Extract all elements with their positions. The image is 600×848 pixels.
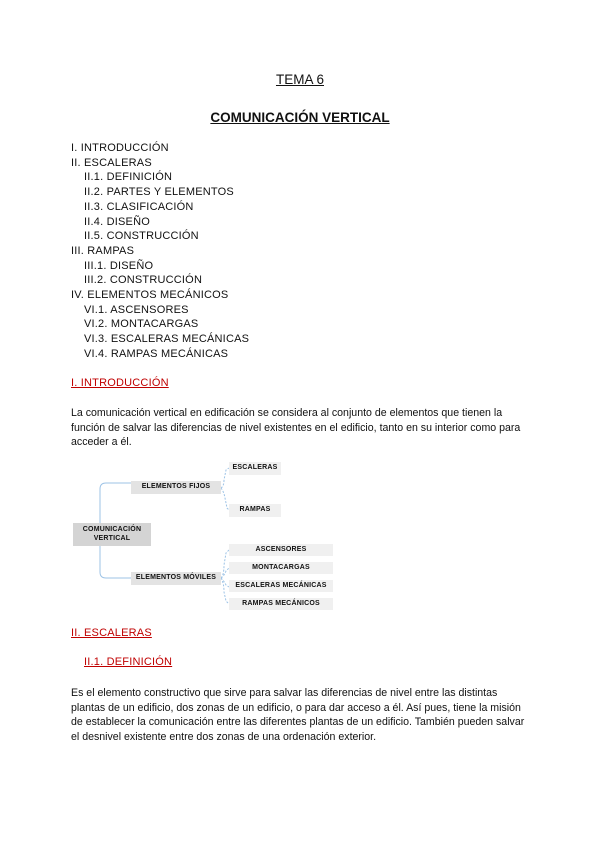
toc-item: III.1. DISEÑO <box>84 259 154 272</box>
definicion-paragraph: Es el elemento constructivo que sirve para salvar las diferencias de nivel entre las distintas plantas de un edificio, dos zonas de un edificio, o para dar acceso a él. Así pues, tiene la misión de establecer la comunicación entre las diferentes plantas de un edificio. También pueden salvar el desnivel existente entre dos zonas de una ordenación exterior. <box>71 687 525 743</box>
diagram-node-fijos: ELEMENTOS FIJOS <box>131 481 221 494</box>
toc-item: VI.1. ASCENSORES <box>84 303 189 316</box>
toc-item: IV. ELEMENTOS MECÁNICOS <box>71 289 229 302</box>
toc-item: VI.4. RAMPAS MECÁNICAS <box>84 347 229 360</box>
diagram-node-moviles: ELEMENTOS MÓVILES <box>131 572 221 585</box>
diagram-node-rampas-mecanicos: RAMPAS MECÁNICOS <box>229 598 333 610</box>
toc-item: II. ESCALERAS <box>71 156 152 169</box>
definicion-heading: II.1. DEFINICIÓN <box>84 656 173 668</box>
connector-line <box>221 468 229 488</box>
toc-item: II.1. DEFINICIÓN <box>84 171 173 184</box>
toc-item: I. INTRODUCCIÓN <box>71 142 169 154</box>
toc-item: II.2. PARTES Y ELEMENTOS <box>84 186 234 199</box>
toc-item: III. RAMPAS <box>71 244 135 257</box>
toc-item: VI.2. MONTACARGAS <box>84 318 199 331</box>
page-title: COMUNICACIÓN VERTICAL <box>210 110 390 125</box>
connector-line <box>221 488 229 510</box>
intro-heading: I. INTRODUCCIÓN <box>71 377 169 389</box>
connector-line <box>221 578 229 604</box>
diagram-node-rampas: RAMPAS <box>229 504 281 517</box>
connector-line <box>100 546 131 578</box>
toc-item: II.5. CONSTRUCCIÓN <box>84 230 199 243</box>
diagram-node-montacargas: MONTACARGAS <box>229 562 333 574</box>
escaleras-heading: II. ESCALERAS <box>71 627 152 639</box>
connector-line <box>221 550 229 578</box>
toc-item: III.2. CONSTRUCCIÓN <box>84 274 203 287</box>
intro-paragraph: La comunicación vertical en edificación se considera al conjunto de elementos que tienen la función de salvar las diferencias de nivel existentes en el edificio, tanto en su interior como para acceder a él. <box>71 407 521 449</box>
connector-line <box>221 568 229 578</box>
diagram-node-escaleras-mecanicas: ESCALERAS MECÁNICAS <box>229 580 333 592</box>
connector-line <box>100 483 131 523</box>
diagram-node-escaleras: ESCALERAS <box>229 462 281 475</box>
diagram-root-node: COMUNICACIÓN VERTICAL <box>73 523 151 546</box>
toc-item: II.4. DISEÑO <box>84 215 150 228</box>
toc-item: VI.3. ESCALERAS MECÁNICAS <box>84 333 250 346</box>
toc-item: II.3. CLASIFICACIÓN <box>84 200 194 213</box>
diagram-node-ascensores: ASCENSORES <box>229 544 333 556</box>
tema-label: TEMA 6 <box>275 72 324 87</box>
